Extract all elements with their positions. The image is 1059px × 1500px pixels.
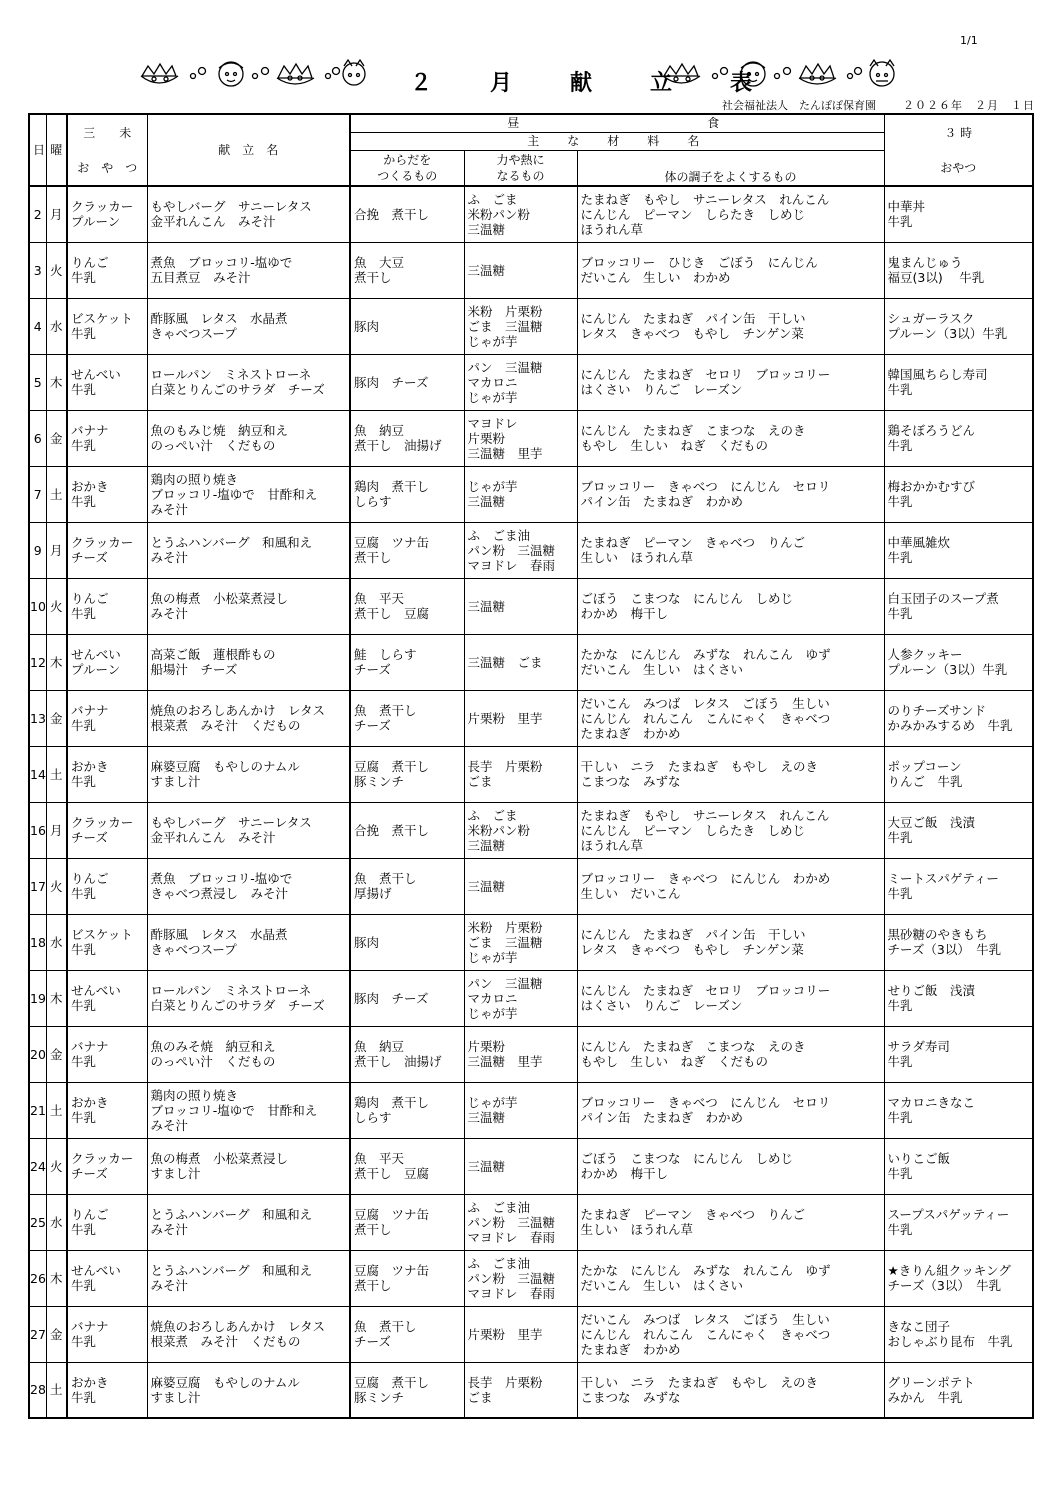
morning-snack-cell: クラッカー プルーン — [67, 186, 147, 242]
energy-ingredients-cell: 三温糖 — [464, 858, 577, 914]
day-cell: 21 — [29, 1082, 46, 1138]
afternoon-snack-cell: きなこ団子 おしゃぶり昆布 牛乳 — [884, 1306, 1033, 1362]
conditioning-ingredients-cell: にんじん たまねぎ パイン缶 干しい レタス きゃべつ もやし チンゲン菜 — [577, 298, 884, 354]
table-row — [29, 1026, 1033, 1082]
weekday-cell: 水 — [46, 914, 67, 970]
header-weekday: 曜 — [46, 114, 67, 186]
header-condition: 体の調子をよくするもの — [577, 150, 884, 186]
menu-name-cell: 魚の梅煮 小松菜煮浸し すまし汁 — [147, 1138, 350, 1194]
energy-ingredients-cell: パン 三温糖 マカロニ じゃが芋 — [464, 970, 577, 1026]
table-row — [29, 914, 1033, 970]
energy-ingredients-cell: ふ ごま 米粉パン粉 三温糖 — [464, 186, 577, 242]
energy-ingredients-cell: 片栗粉 里芋 — [464, 690, 577, 746]
menu-name-cell: 麻婆豆腐 もやしのナムル すまし汁 — [147, 746, 350, 802]
menu-name-cell: とうふハンバーグ 和風和え みそ汁 — [147, 1250, 350, 1306]
morning-snack-cell: クラッカー チーズ — [67, 802, 147, 858]
body-building-ingredients-cell: 魚 大豆 煮干し — [350, 242, 464, 298]
body-building-ingredients-cell: 鶏肉 煮干し しらす — [350, 466, 464, 522]
weekday-cell: 火 — [46, 578, 67, 634]
body-building-ingredients-cell: 魚 煮干し チーズ — [350, 690, 464, 746]
day-cell: 26 — [29, 1250, 46, 1306]
table-row — [29, 466, 1033, 522]
body-building-ingredients-cell: 豚肉 チーズ — [350, 354, 464, 410]
energy-ingredients-cell: 米粉 片栗粉 ごま 三温糖 じゃが芋 — [464, 298, 577, 354]
day-cell: 12 — [29, 634, 46, 690]
weekday-cell: 火 — [46, 858, 67, 914]
energy-ingredients-cell: 三温糖 — [464, 578, 577, 634]
body-building-ingredients-cell: 豆腐 ツナ缶 煮干し — [350, 522, 464, 578]
conditioning-ingredients-cell: だいこん みつば レタス ごぼう 生しい にんじん れんこん こんにゃく きゃべつ たまねぎ わかめ — [577, 690, 884, 746]
morning-snack-cell: クラッカー チーズ — [67, 522, 147, 578]
header-ingredients: 主 な 材 料 名 — [350, 132, 884, 150]
issue-date: ２０２６年 ２月 １日 — [903, 99, 1035, 112]
morning-snack-cell: りんご 牛乳 — [67, 242, 147, 298]
day-cell: 24 — [29, 1138, 46, 1194]
body-building-ingredients-cell: 豆腐 煮干し 豚ミンチ — [350, 746, 464, 802]
weekday-cell: 木 — [46, 354, 67, 410]
day-cell: 28 — [29, 1362, 46, 1418]
energy-ingredients-cell: じゃが芋 三温糖 — [464, 466, 577, 522]
weekday-cell: 土 — [46, 1082, 67, 1138]
afternoon-snack-cell: ミートスパゲティー 牛乳 — [884, 858, 1033, 914]
energy-ingredients-cell: 三温糖 ごま — [464, 634, 577, 690]
weekday-cell: 火 — [46, 242, 67, 298]
menu-name-cell: ロールパン ミネストローネ 白菜とりんごのサラダ チーズ — [147, 354, 350, 410]
menu-name-cell: 高菜ご飯 蓮根酢もの 船場汁 チーズ — [147, 634, 350, 690]
afternoon-snack-cell: ポップコーン りんご 牛乳 — [884, 746, 1033, 802]
conditioning-ingredients-cell: ブロッコリー きゃべつ にんじん わかめ 生しい だいこん — [577, 858, 884, 914]
energy-ingredients-cell: 片栗粉 里芋 — [464, 1306, 577, 1362]
menu-name-cell: 酢豚風 レタス 水晶煮 きゃべつスープ — [147, 914, 350, 970]
afternoon-snack-cell: のりチーズサンド かみかみするめ 牛乳 — [884, 690, 1033, 746]
menu-rows — [29, 186, 1033, 1418]
menu-name-cell: 焼魚のおろしあんかけ レタス 根菜煮 みそ汁 くだもの — [147, 690, 350, 746]
oni-face-decoration-right — [660, 54, 920, 88]
header-menu: 献 立 名 — [147, 114, 350, 186]
day-cell: 9 — [29, 522, 46, 578]
page-title: ２ 月 献 立 表 — [410, 71, 771, 96]
morning-snack-cell: りんご 牛乳 — [67, 1194, 147, 1250]
conditioning-ingredients-cell: ごぼう こまつな にんじん しめじ わかめ 梅干し — [577, 578, 884, 634]
table-row — [29, 1362, 1033, 1418]
table-row — [29, 578, 1033, 634]
afternoon-snack-cell: 鶏そぼろうどん 牛乳 — [884, 410, 1033, 466]
menu-name-cell: とうふハンバーグ 和風和え みそ汁 — [147, 1194, 350, 1250]
afternoon-snack-cell: いりこご飯 牛乳 — [884, 1138, 1033, 1194]
morning-snack-cell: おかき 牛乳 — [67, 1082, 147, 1138]
energy-ingredients-cell: ふ ごま油 パン粉 三温糖 マヨドレ 春雨 — [464, 1194, 577, 1250]
day-cell: 19 — [29, 970, 46, 1026]
body-building-ingredients-cell: 鶏肉 煮干し しらす — [350, 1082, 464, 1138]
oni-face-decoration-left — [138, 54, 368, 88]
menu-name-cell: 鶏肉の照り焼き ブロッコリ-塩ゆで 甘酢和え みそ汁 — [147, 1082, 350, 1138]
table-row — [29, 858, 1033, 914]
table-row — [29, 970, 1033, 1026]
weekday-cell: 月 — [46, 186, 67, 242]
menu-name-cell: ロールパン ミネストローネ 白菜とりんごのサラダ チーズ — [147, 970, 350, 1026]
energy-ingredients-cell: ふ ごま 米粉パン粉 三温糖 — [464, 802, 577, 858]
menu-name-cell: 煮魚 ブロッコリ-塩ゆで 五目煮豆 みそ汁 — [147, 242, 350, 298]
weekday-cell: 月 — [46, 522, 67, 578]
morning-snack-cell: せんべい プルーン — [67, 634, 147, 690]
conditioning-ingredients-cell: ブロッコリー ひじき ごぼう にんじん だいこん 生しい わかめ — [577, 242, 884, 298]
day-cell: 7 — [29, 466, 46, 522]
conditioning-ingredients-cell: ブロッコリー きゃべつ にんじん セロリ パイン缶 たまねぎ わかめ — [577, 466, 884, 522]
menu-name-cell: 煮魚 ブロッコリ-塩ゆで きゃべつ煮浸し みそ汁 — [147, 858, 350, 914]
table-row — [29, 1194, 1033, 1250]
weekday-cell: 木 — [46, 970, 67, 1026]
table-row — [29, 746, 1033, 802]
morning-snack-cell: おかき 牛乳 — [67, 1362, 147, 1418]
body-building-ingredients-cell: 豆腐 ツナ缶 煮干し — [350, 1194, 464, 1250]
morning-snack-cell: おかき 牛乳 — [67, 746, 147, 802]
menu-name-cell: もやしバーグ サニーレタス 金平れんこん みそ汁 — [147, 186, 350, 242]
afternoon-snack-cell: サラダ寿司 牛乳 — [884, 1026, 1033, 1082]
afternoon-snack-cell: 韓国風ちらし寿司 牛乳 — [884, 354, 1033, 410]
day-cell: 25 — [29, 1194, 46, 1250]
day-cell: 2 — [29, 186, 46, 242]
day-cell: 17 — [29, 858, 46, 914]
table-row — [29, 1082, 1033, 1138]
weekday-cell: 土 — [46, 746, 67, 802]
afternoon-snack-cell: 鬼まんじゅう 福豆(3以) 牛乳 — [884, 242, 1033, 298]
body-building-ingredients-cell: 豆腐 煮干し 豚ミンチ — [350, 1362, 464, 1418]
morning-snack-cell: りんご 牛乳 — [67, 578, 147, 634]
table-row — [29, 186, 1033, 242]
afternoon-snack-cell: マカロニきなこ 牛乳 — [884, 1082, 1033, 1138]
day-cell: 18 — [29, 914, 46, 970]
weekday-cell: 水 — [46, 298, 67, 354]
afternoon-snack-cell: 黒砂糖のやきもち チーズ（3以） 牛乳 — [884, 914, 1033, 970]
body-building-ingredients-cell: 豆腐 ツナ缶 煮干し — [350, 1250, 464, 1306]
menu-name-cell: 魚のみそ焼 納豆和え のっぺい汁 くだもの — [147, 1026, 350, 1082]
header-body-building: からだを つくるもの — [350, 150, 464, 186]
table-row — [29, 1250, 1033, 1306]
conditioning-ingredients-cell: だいこん みつば レタス ごぼう 生しい にんじん れんこん こんにゃく きゃべつ たまねぎ わかめ — [577, 1306, 884, 1362]
body-building-ingredients-cell: 魚 平天 煮干し 豆腐 — [350, 1138, 464, 1194]
conditioning-ingredients-cell: にんじん たまねぎ こまつな えのき もやし 生しい ねぎ くだもの — [577, 1026, 884, 1082]
afternoon-snack-cell: 大豆ご飯 浅漬 牛乳 — [884, 802, 1033, 858]
energy-ingredients-cell: ふ ごま油 パン粉 三温糖 マヨドレ 春雨 — [464, 522, 577, 578]
conditioning-ingredients-cell: 干しい ニラ たまねぎ もやし えのき こまつな みずな — [577, 1362, 884, 1418]
morning-snack-cell: せんべい 牛乳 — [67, 970, 147, 1026]
energy-ingredients-cell: じゃが芋 三温糖 — [464, 1082, 577, 1138]
afternoon-snack-cell: 梅おかかむすび 牛乳 — [884, 466, 1033, 522]
menu-name-cell: とうふハンバーグ 和風和え みそ汁 — [147, 522, 350, 578]
day-cell: 20 — [29, 1026, 46, 1082]
table-row — [29, 242, 1033, 298]
energy-ingredients-cell: 三温糖 — [464, 242, 577, 298]
weekday-cell: 金 — [46, 690, 67, 746]
menu-name-cell: 酢豚風 レタス 水晶煮 きゃべつスープ — [147, 298, 350, 354]
morning-snack-cell: ビスケット 牛乳 — [67, 298, 147, 354]
day-cell: 13 — [29, 690, 46, 746]
afternoon-snack-cell: 中華丼 牛乳 — [884, 186, 1033, 242]
day-cell: 10 — [29, 578, 46, 634]
day-cell: 27 — [29, 1306, 46, 1362]
day-cell: 6 — [29, 410, 46, 466]
body-building-ingredients-cell: 魚 納豆 煮干し 油揚げ — [350, 410, 464, 466]
body-building-ingredients-cell: 豚肉 — [350, 298, 464, 354]
afternoon-snack-cell: せりご飯 浅漬 牛乳 — [884, 970, 1033, 1026]
conditioning-ingredients-cell: たまねぎ ピーマン きゃべつ りんご 生しい ほうれん草 — [577, 522, 884, 578]
afternoon-snack-cell: ★きりん組クッキング チーズ（3以） 牛乳 — [884, 1250, 1033, 1306]
body-building-ingredients-cell: 魚 煮干し チーズ — [350, 1306, 464, 1362]
weekday-cell: 金 — [46, 1026, 67, 1082]
morning-snack-cell: せんべい 牛乳 — [67, 1250, 147, 1306]
menu-name-cell: 焼魚のおろしあんかけ レタス 根菜煮 みそ汁 くだもの — [147, 1306, 350, 1362]
conditioning-ingredients-cell: たまねぎ もやし サニーレタス れんこん にんじん ピーマン しらたき しめじ ほうれん草 — [577, 186, 884, 242]
conditioning-ingredients-cell: にんじん たまねぎ セロリ ブロッコリー はくさい りんご レーズン — [577, 970, 884, 1026]
menu-name-cell: 魚の梅煮 小松菜煮浸し みそ汁 — [147, 578, 350, 634]
day-cell: 14 — [29, 746, 46, 802]
table-row — [29, 298, 1033, 354]
table-row — [29, 802, 1033, 858]
energy-ingredients-cell: 片栗粉 三温糖 里芋 — [464, 1026, 577, 1082]
table-row — [29, 354, 1033, 410]
morning-snack-cell: おかき 牛乳 — [67, 466, 147, 522]
table-row — [29, 1306, 1033, 1362]
weekday-cell: 土 — [46, 466, 67, 522]
day-cell: 5 — [29, 354, 46, 410]
energy-ingredients-cell: 長芋 片栗粉 ごま — [464, 1362, 577, 1418]
energy-ingredients-cell: ふ ごま油 パン粉 三温糖 マヨドレ 春雨 — [464, 1250, 577, 1306]
conditioning-ingredients-cell: にんじん たまねぎ パイン缶 干しい レタス きゃべつ もやし チンゲン菜 — [577, 914, 884, 970]
conditioning-ingredients-cell: たかな にんじん みずな れんこん ゆず だいこん 生しい はくさい — [577, 1250, 884, 1306]
conditioning-ingredients-cell: にんじん たまねぎ セロリ ブロッコリー はくさい りんご レーズン — [577, 354, 884, 410]
afternoon-snack-cell: 白玉団子のスープ煮 牛乳 — [884, 578, 1033, 634]
morning-snack-cell: バナナ 牛乳 — [67, 410, 147, 466]
body-building-ingredients-cell: 合挽 煮干し — [350, 186, 464, 242]
menu-name-cell: 鶏肉の照り焼き ブロッコリ-塩ゆで 甘酢和え みそ汁 — [147, 466, 350, 522]
weekday-cell: 金 — [46, 1306, 67, 1362]
body-building-ingredients-cell: 魚 煮干し 厚揚げ — [350, 858, 464, 914]
conditioning-ingredients-cell: ブロッコリー きゃべつ にんじん セロリ パイン缶 たまねぎ わかめ — [577, 1082, 884, 1138]
day-cell: 3 — [29, 242, 46, 298]
conditioning-ingredients-cell: ごぼう こまつな にんじん しめじ わかめ 梅干し — [577, 1138, 884, 1194]
table-row — [29, 522, 1033, 578]
body-building-ingredients-cell: 鮭 しらす チーズ — [350, 634, 464, 690]
day-cell: 4 — [29, 298, 46, 354]
morning-snack-cell: りんご 牛乳 — [67, 858, 147, 914]
afternoon-snack-cell: 中華風雑炊 牛乳 — [884, 522, 1033, 578]
body-building-ingredients-cell: 合挽 煮干し — [350, 802, 464, 858]
body-building-ingredients-cell: 豚肉 チーズ — [350, 970, 464, 1026]
morning-snack-cell: バナナ 牛乳 — [67, 690, 147, 746]
table-row — [29, 634, 1033, 690]
body-building-ingredients-cell: 魚 平天 煮干し 豆腐 — [350, 578, 464, 634]
weekday-cell: 水 — [46, 1194, 67, 1250]
body-building-ingredients-cell: 魚 納豆 煮干し 油揚げ — [350, 1026, 464, 1082]
morning-snack-cell: せんべい 牛乳 — [67, 354, 147, 410]
weekday-cell: 火 — [46, 1138, 67, 1194]
energy-ingredients-cell: 米粉 片栗粉 ごま 三温糖 じゃが芋 — [464, 914, 577, 970]
conditioning-ingredients-cell: にんじん たまねぎ こまつな えのき もやし 生しい ねぎ くだもの — [577, 410, 884, 466]
conditioning-ingredients-cell: たまねぎ もやし サニーレタス れんこん にんじん ピーマン しらたき しめじ ほうれん草 — [577, 802, 884, 858]
energy-ingredients-cell: パン 三温糖 マカロニ じゃが芋 — [464, 354, 577, 410]
conditioning-ingredients-cell: たかな にんじん みずな れんこん ゆず だいこん 生しい はくさい — [577, 634, 884, 690]
energy-ingredients-cell: マヨドレ 片栗粉 三温糖 里芋 — [464, 410, 577, 466]
morning-snack-cell: クラッカー チーズ — [67, 1138, 147, 1194]
weekday-cell: 木 — [46, 634, 67, 690]
page-number: 1/1 — [960, 34, 978, 47]
table-row — [29, 1138, 1033, 1194]
table-row — [29, 410, 1033, 466]
header-energy: 力や熱に なるもの — [464, 150, 577, 186]
weekday-cell: 月 — [46, 802, 67, 858]
morning-snack-cell: バナナ 牛乳 — [67, 1306, 147, 1362]
morning-snack-cell: ビスケット 牛乳 — [67, 914, 147, 970]
header-lunch: 昼 食 — [350, 114, 884, 132]
body-building-ingredients-cell: 豚肉 — [350, 914, 464, 970]
energy-ingredients-cell: 三温糖 — [464, 1138, 577, 1194]
weekday-cell: 木 — [46, 1250, 67, 1306]
afternoon-snack-cell: 人参クッキー プルーン（3以）牛乳 — [884, 634, 1033, 690]
header-snack-pm-top: ３ 時 — [884, 114, 1033, 150]
weekday-cell: 金 — [46, 410, 67, 466]
table-row — [29, 690, 1033, 746]
header-snack-am-top: 三 未 — [67, 114, 147, 150]
organization-name: 社会福祉法人 たんぽぽ保育園 — [722, 99, 876, 112]
afternoon-snack-cell: シュガーラスク プルーン（3以）牛乳 — [884, 298, 1033, 354]
morning-snack-cell: バナナ 牛乳 — [67, 1026, 147, 1082]
energy-ingredients-cell: 長芋 片栗粉 ごま — [464, 746, 577, 802]
header-snack-am-bottom: お や つ — [67, 150, 147, 186]
menu-name-cell: 麻婆豆腐 もやしのナムル すまし汁 — [147, 1362, 350, 1418]
menu-name-cell: 魚のもみじ焼 納豆和え のっぺい汁 くだもの — [147, 410, 350, 466]
menu-table — [28, 113, 1034, 1419]
header-snack-pm-bottom: おやつ — [884, 150, 1033, 186]
header-day: 日 — [29, 114, 46, 186]
afternoon-snack-cell: スープスパゲッティー 牛乳 — [884, 1194, 1033, 1250]
conditioning-ingredients-cell: 干しい ニラ たまねぎ もやし えのき こまつな みずな — [577, 746, 884, 802]
menu-name-cell: もやしバーグ サニーレタス 金平れんこん みそ汁 — [147, 802, 350, 858]
weekday-cell: 土 — [46, 1362, 67, 1418]
conditioning-ingredients-cell: たまねぎ ピーマン きゃべつ りんご 生しい ほうれん草 — [577, 1194, 884, 1250]
day-cell: 16 — [29, 802, 46, 858]
afternoon-snack-cell: グリーンポテト みかん 牛乳 — [884, 1362, 1033, 1418]
